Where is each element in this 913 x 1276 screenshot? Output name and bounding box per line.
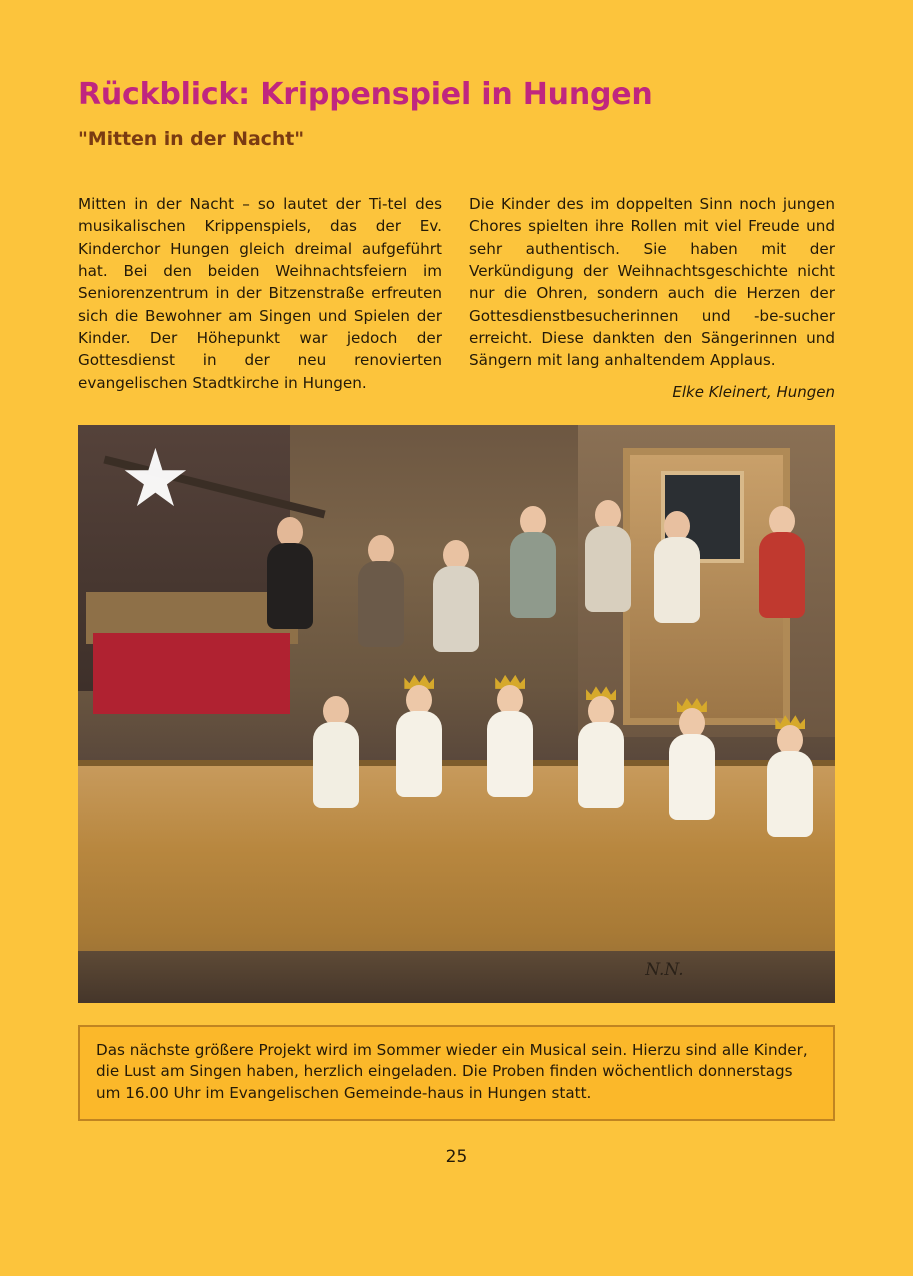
photo-child-angel xyxy=(388,685,450,805)
photo-child-body xyxy=(767,751,813,837)
photo-child-body xyxy=(396,711,442,797)
photo-child-standing xyxy=(646,511,708,643)
page-number: 25 xyxy=(445,1147,468,1168)
article-column-right: Die Kinder des im doppelten Sinn noch jungen Chores spielten ihre Rollen mit viel Freude und sehr authentisch. Sie haben mit der Verkündigung der Weihnachtsgeschichte nicht nur die Ohren, sondern auch die Herzen der Gottesdienstbesucherinnen und -be-sucher erreicht. Diese dankten den Sängerinnen und Sängern mit lang anhaltendem Applaus. xyxy=(469,195,835,370)
photo-child-body xyxy=(510,532,556,618)
photo-child-standing xyxy=(578,500,638,630)
photo-child-body xyxy=(654,537,700,623)
photo-child-angel xyxy=(661,708,723,830)
article-byline: Elke Kleinert, Hungen xyxy=(672,382,835,401)
article-column-right-wrap xyxy=(469,193,835,401)
photo-child-angel xyxy=(570,696,632,818)
photo-red-cloth xyxy=(93,633,290,714)
photo-child-body xyxy=(433,566,479,652)
article-body xyxy=(78,150,835,401)
notice-box: Das nächste größere Projekt wird im Sommer wieder ein Musical sein. Hierzu sind alle Kinder, die Lust am Singen haben, herzlich eingeladen. Die Proben finden wöchentlich donnerstags um 16.00 Uhr im Evangelischen Gemeinde-haus in Hungen statt. xyxy=(78,1025,835,1122)
photo-child-standing xyxy=(752,506,812,646)
photo-child-sitting xyxy=(305,696,367,816)
article-subtitle: "Mitten in der Nacht" xyxy=(78,128,305,150)
photo-child-angel xyxy=(759,725,821,849)
article-column-left: Mitten in der Nacht – so lautet der Ti-tel des musikalischen Krippenspiels, das der Ev. Kinderchor Hungen gleich dreimal aufgeführt hat. Bei den beiden Weihnachtsfeiern im Seniorenzentrum in der Bitzenstraße erfreuten sich die Bewohner am Singen und Spielen der Kinder. Der Höhepunkt war jedoch der Gottesdienst in der neu renovierten evangelischen Stadtkirche in Hungen. xyxy=(78,195,442,392)
photo-child-body xyxy=(585,526,631,612)
photo-child-standing xyxy=(426,540,486,658)
photo-child-body xyxy=(578,722,624,808)
photo-credit: N.N. xyxy=(645,959,684,980)
photo-floor xyxy=(78,951,835,1003)
photo-child-standing xyxy=(260,517,320,647)
article-photo-wrap xyxy=(78,401,835,1003)
photo-child-body xyxy=(358,561,404,647)
photo-child-standing xyxy=(351,535,411,655)
article-photo xyxy=(78,425,835,1003)
photo-child-body xyxy=(759,532,805,618)
photo-child-standing xyxy=(502,506,564,638)
photo-child-angel xyxy=(479,685,541,807)
photo-child-body xyxy=(669,734,715,820)
page-title: Rückblick: Krippenspiel in Hungen xyxy=(78,77,653,112)
photo-child-body xyxy=(487,711,533,797)
photo-child-body xyxy=(267,543,313,629)
photo-child-body xyxy=(313,722,359,808)
